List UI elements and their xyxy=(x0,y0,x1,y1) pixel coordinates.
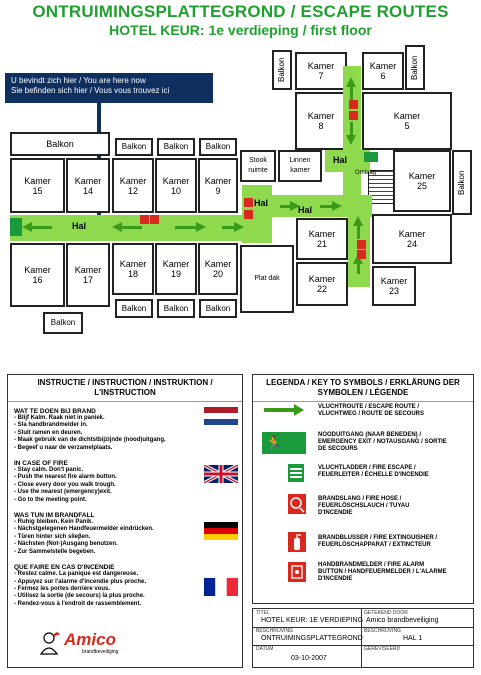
escape-arrow-right-1 xyxy=(196,222,206,232)
balkon-10: Balkon xyxy=(157,138,195,156)
legend-fire-extinguisher-icon xyxy=(288,532,306,552)
list-item: - Nächstgelegenen Handfeuermelder eindrücken. xyxy=(14,526,154,533)
list-item: - Blijf Kalm. Raak niet in paniek. xyxy=(14,415,105,421)
legend-text: D'INCENDIE xyxy=(318,576,353,582)
escape-arrow-right-3 xyxy=(290,201,300,211)
emergency-exit-icon xyxy=(364,152,378,162)
fire-extinguisher-icon xyxy=(357,250,366,259)
logo-subtext: brandbeveiliging xyxy=(82,649,119,655)
legend-title-line-1: LEGENDA / KEY TO SYMBOLS / ERKLÄRUNG DER xyxy=(266,378,460,387)
fire-extinguisher-icon xyxy=(244,210,253,219)
escape-arrow-right-4 xyxy=(332,201,342,211)
titel-value: HOTEL KEUR: 1E VERDIEPING xyxy=(261,617,364,624)
flag-netherlands-icon xyxy=(204,407,238,425)
room-18: Kamer 18 xyxy=(112,243,154,295)
instruction-en-title: IN CASE OF FIRE xyxy=(14,460,68,468)
balkon-left: Balkon xyxy=(10,132,110,156)
instruction-panel xyxy=(7,374,243,668)
list-item: - Appuyez sur l'alarme d'incendie plus proche. xyxy=(14,578,146,585)
balkon-12: Balkon xyxy=(115,138,153,156)
list-item: - Ruhig bleiben. Kein Panik. xyxy=(14,519,94,526)
list-item: - Nächsten (Not-)Ausgang benutzen. xyxy=(14,541,118,548)
room-22: Kamer 22 xyxy=(296,262,348,306)
instruction-title-line-2: L'INSTRUCTION xyxy=(94,388,156,397)
beschrijving2-label: BESCHRIJVING xyxy=(364,628,401,634)
room-25: Kamer 25 xyxy=(393,150,451,212)
legend-item-emergency-exit xyxy=(318,432,468,453)
legend-text: D'INCENDIE xyxy=(318,510,353,516)
escape-arrow-up-2 xyxy=(353,216,363,226)
balkon-18: Balkon xyxy=(115,299,153,318)
legend-fire-escape-icon xyxy=(288,464,304,482)
hall-label-main: Hal xyxy=(72,221,87,231)
room-23: Kamer 23 xyxy=(372,266,416,306)
titel-label: TITEL xyxy=(256,610,270,616)
page-subtitle: HOTEL KEUR: 1e verdieping / first floor xyxy=(109,22,372,38)
fire-figure-icon xyxy=(36,630,62,656)
balkon-top-right: Balkon xyxy=(405,45,425,90)
balkon-20: Balkon xyxy=(199,299,237,318)
escape-arrow-up-1 xyxy=(346,77,356,87)
legend-text: FEUERLEITER / ÉCHELLE D'INCENDIE xyxy=(318,472,429,478)
flag-france-icon xyxy=(204,578,238,596)
room-20: Kamer 20 xyxy=(198,243,238,295)
list-item: - Zur Sammelstelle begeben. xyxy=(14,548,96,555)
fire-hose-icon xyxy=(349,100,358,109)
list-item: - Push the nearest fire alarm button. xyxy=(14,474,117,481)
list-item: - Rendez-vous à l'endroit de rassemblement. xyxy=(14,600,142,607)
legend-text: BRANDSLANG / FIRE HOSE / xyxy=(318,496,402,502)
legend-text: FEUERLÖSCHSLAUCH / TUYAU xyxy=(318,503,410,509)
balkon-19: Balkon xyxy=(157,299,195,318)
list-item: - Use the nearest (emergency)exit. xyxy=(14,489,112,496)
list-item: - Utilisez la sortie (de secours) la plus proche. xyxy=(14,593,145,600)
fire-alarm-icon xyxy=(244,198,253,207)
logo-text: Amico xyxy=(64,630,116,649)
hall-label-connector: Hal xyxy=(254,198,269,208)
legend-text: BUTTON / HANDFEUERMELDER / L'ALARME xyxy=(318,569,447,575)
legend-title xyxy=(253,378,473,398)
arrow-shaft xyxy=(175,226,197,229)
room-24: Kamer 24 xyxy=(372,214,452,264)
instruction-de-list xyxy=(14,519,204,556)
arrow-shaft xyxy=(357,225,360,239)
balkon-right: Balkon xyxy=(452,150,472,215)
room-5: Kamer 5 xyxy=(362,92,452,150)
arrow-shaft xyxy=(350,122,353,136)
list-item: - Fermez les portes derrière vous. xyxy=(14,585,111,592)
legend-title-line-2: SYMBOLEN / LÉGENDE xyxy=(317,388,409,397)
list-item: - Begeef u naar de verzamelplaats. xyxy=(14,444,113,451)
legend-text: DE SECOURS xyxy=(318,446,358,452)
beschrijving-value: ONTRUIMINGSPLATTEGROND xyxy=(261,635,363,642)
instruction-title xyxy=(8,378,242,398)
arrow-shaft xyxy=(120,226,142,229)
legend-item-fire-alarm xyxy=(318,562,468,583)
datum-value: 03-10-2007 xyxy=(291,655,327,662)
escape-arrow-down-1 xyxy=(346,135,356,145)
fire-extinguisher-icon xyxy=(349,111,358,120)
list-item: - Stay calm. Don't panic. xyxy=(14,467,84,474)
legend-text: FEUERLÖSCHAPPARAT / EXTINCTEUR xyxy=(318,542,431,548)
legend-text: NOODUITGANG (NAAR BENEDEN) / xyxy=(318,432,421,438)
room-21: Kamer 21 xyxy=(296,218,348,260)
fire-hose-icon xyxy=(357,240,366,249)
list-item: - Sla handbrandmelder in. xyxy=(14,422,88,429)
flag-uk-icon xyxy=(204,465,238,483)
legend-text: EMERGENCY EXIT / NOTAUSGANG / SORTIE xyxy=(318,439,447,445)
legend-text: HANDBRANDMELDER / FIRE ALARM xyxy=(318,562,425,568)
beschrijving2-value: HAL 1 xyxy=(403,635,423,642)
list-item: - Restez calme. La panique est dangereuse. xyxy=(14,571,139,578)
list-item: - Türen hinter sich slieβen. xyxy=(14,533,91,540)
room-12: Kamer 12 xyxy=(112,158,154,213)
instruction-nl-list xyxy=(14,415,204,452)
room-17: Kamer 17 xyxy=(66,243,110,307)
linnenkamer: Linnen kamer xyxy=(278,150,322,182)
beschrijving-label: BESCHRIJVING xyxy=(256,628,293,634)
legend-text: VLUCHTWEG / ROUTE DE SECOURS xyxy=(318,411,425,417)
stookruimte: Stook ruimte xyxy=(240,150,276,182)
omlaag-label: Omlaag xyxy=(355,170,377,176)
datum-label: DATUM xyxy=(256,646,274,652)
divider xyxy=(8,401,242,402)
instruction-en-list xyxy=(14,467,204,504)
legend-item-fire-escape xyxy=(318,465,468,479)
instruction-fr-list xyxy=(14,571,204,608)
room-7: Kamer 7 xyxy=(295,52,347,90)
room-15: Kamer 15 xyxy=(10,158,65,213)
callout-line-2: Sie befinden sich hier / Vous vous trouvez ici xyxy=(11,86,170,95)
arrow-shaft xyxy=(30,226,52,229)
getekend-value: Amico brandbeveiliging xyxy=(366,617,439,624)
balkon-9: Balkon xyxy=(199,138,237,156)
legend-fire-hose-icon xyxy=(288,494,306,514)
legend-item-fire-extinguisher xyxy=(318,535,468,549)
you-are-here-callout xyxy=(5,73,213,103)
hall-label-east: Hal xyxy=(298,205,313,215)
instruction-de-title: WAS TUN IM BRANDFALL xyxy=(14,512,95,520)
instruction-title-line-1: INSTRUCTIE / INSTRUCTION / INSTRUKTION / xyxy=(37,378,213,387)
legend-item-escape-route xyxy=(318,404,468,418)
list-item: - Close every door you walk trough. xyxy=(14,481,116,488)
room-9: Kamer 9 xyxy=(198,158,238,213)
room-16: Kamer 16 xyxy=(10,243,65,307)
legend-text: BRANDBLUSSER / FIRE EXTINGUISHER / xyxy=(318,535,438,541)
room-14: Kamer 14 xyxy=(66,158,110,213)
room-19: Kamer 19 xyxy=(155,243,197,295)
fire-hose-icon xyxy=(140,215,149,224)
escape-arrow-left-2 xyxy=(112,222,122,232)
legend-item-fire-hose xyxy=(318,496,468,517)
balkon-16: Balkon xyxy=(43,312,83,334)
callout-line-1: U bevindt zich hier / You are here now xyxy=(11,76,146,85)
emergency-exit-icon xyxy=(10,218,22,236)
escape-arrow-left-1 xyxy=(22,222,32,232)
page-title: ONTRUIMINGSPLATTEGROND / ESCAPE ROUTES xyxy=(32,2,449,21)
legend-escape-route-icon xyxy=(262,403,306,417)
room-6: Kamer 6 xyxy=(362,52,404,90)
hall-label-upper: Hal xyxy=(333,155,348,165)
emergency-exit-figure-icon: 🏃 xyxy=(265,435,283,451)
room-8: Kamer 8 xyxy=(295,92,347,150)
flag-germany-icon xyxy=(204,522,238,540)
legend-text: VLUCHTROUTE / ESCAPE ROUTE / xyxy=(318,404,420,410)
list-item: - Maak gebruik van de dichtstbijzijnde (nood)uitgang. xyxy=(14,437,166,444)
getekend-label: GETEKEND DOOR xyxy=(364,610,408,616)
instruction-nl-title: WAT TE DOEN BIJ BRAND xyxy=(14,408,96,415)
list-item: - Sluit ramen en deuren. xyxy=(14,429,83,436)
divider xyxy=(253,401,473,402)
room-10: Kamer 10 xyxy=(155,158,197,213)
fire-extinguisher-icon xyxy=(150,215,159,224)
divider xyxy=(253,645,473,646)
arrow-shaft xyxy=(350,86,353,100)
plat-dak: Plat dak xyxy=(240,245,294,313)
list-item: - Go to the meeting point. xyxy=(14,496,87,503)
instruction-fr-title: QUE FAIRE EN CAS D'INCENDIE xyxy=(14,564,115,572)
gereviseerd-label: GEREVISEERD xyxy=(364,646,401,652)
legend-fire-alarm-icon xyxy=(288,562,306,582)
title-block xyxy=(252,608,474,668)
escape-arrow-right-2 xyxy=(234,222,244,232)
legend-text: VLUCHTLADDER / FIRE ESCAPE / xyxy=(318,465,416,471)
balkon-top-left: Balkon xyxy=(272,50,292,90)
